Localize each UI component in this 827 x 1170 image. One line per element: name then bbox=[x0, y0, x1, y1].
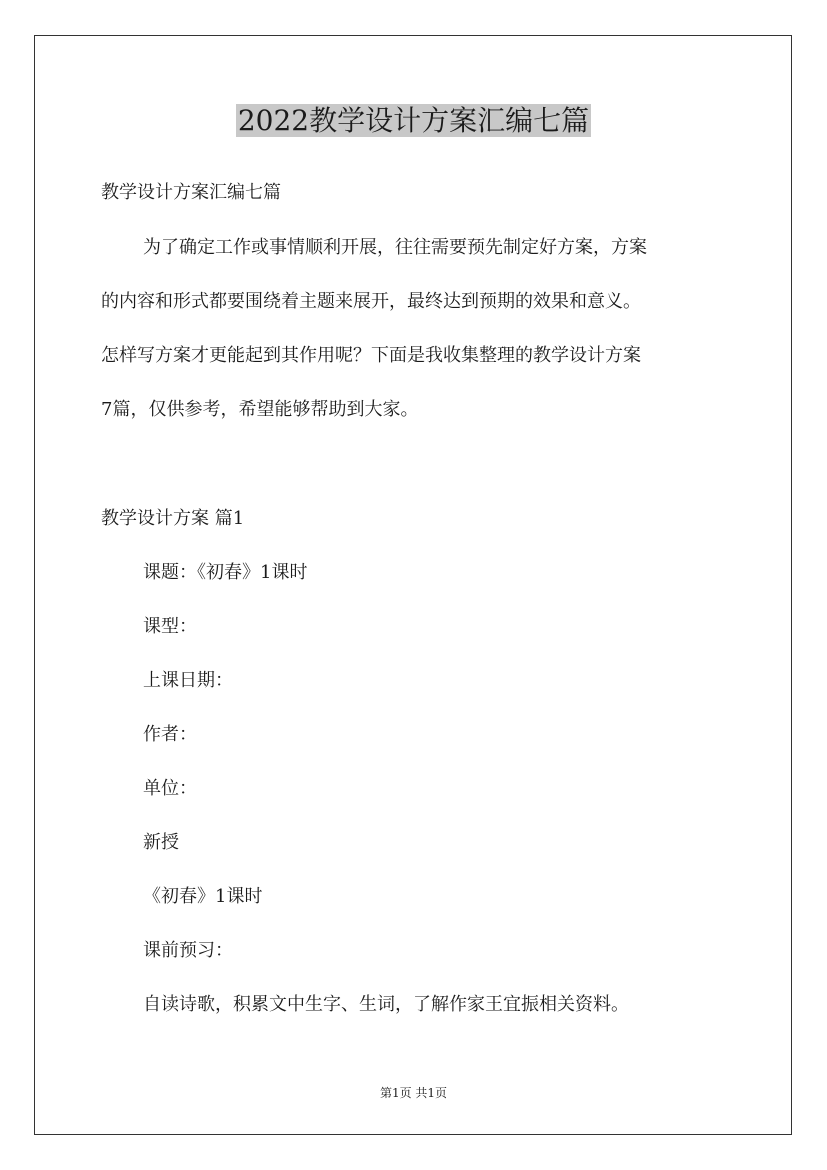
section-line: 单位： bbox=[143, 778, 197, 799]
section-line: 课前预习： bbox=[143, 940, 233, 961]
document-title bbox=[0, 103, 827, 139]
page-footer: 第1页 共1页 bbox=[379, 1086, 448, 1100]
intro-line: 为了确定工作或事情顺利开展，往往需要预先制定好方案，方案 bbox=[143, 237, 647, 258]
intro-paragraph bbox=[101, 236, 731, 452]
section-line: 《初春》1课时 bbox=[143, 886, 263, 907]
section-line: 课题：《初春》1课时 bbox=[143, 562, 308, 583]
intro-line: 7篇，仅供参考，希望能够帮助到大家。 bbox=[101, 399, 419, 420]
intro-line: 的内容和形式都要围绕着主题来展开，最终达到预期的效果和意义。 bbox=[101, 291, 641, 312]
document-title-text: 2022教学设计方案汇编七篇 bbox=[237, 104, 590, 137]
section-line: 自读诗歌，积累文中生字、生词，了解作家王宜振相关资料。 bbox=[143, 994, 629, 1015]
section-line: 新授 bbox=[143, 832, 179, 853]
document-subtitle: 教学设计方案汇编七篇 bbox=[101, 182, 281, 203]
intro-line: 怎样写方案才更能起到其作用呢？下面是我收集整理的教学设计方案 bbox=[101, 345, 641, 366]
section-line: 作者： bbox=[143, 724, 197, 745]
section-heading: 教学设计方案 篇1 bbox=[101, 508, 245, 529]
section-line: 课型： bbox=[143, 616, 197, 637]
section-line: 上课日期： bbox=[143, 670, 233, 691]
